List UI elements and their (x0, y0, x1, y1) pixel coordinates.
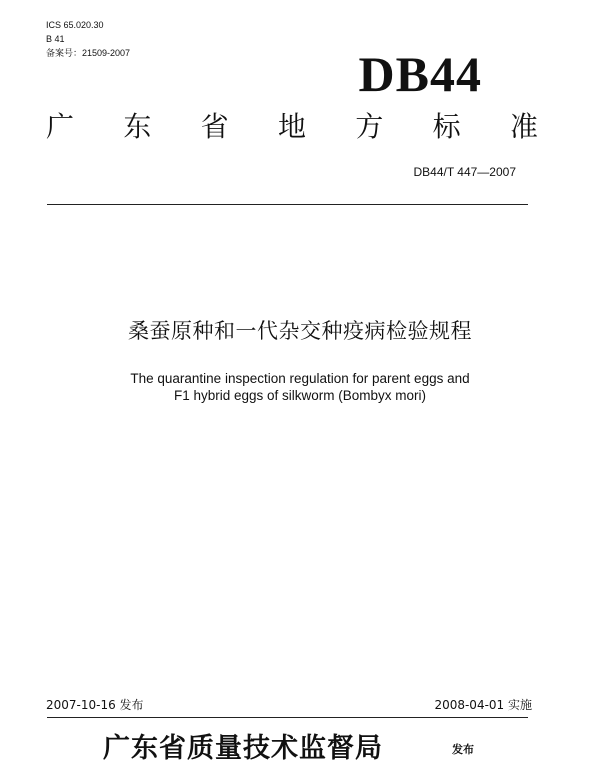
standard-type-char: 广 (46, 110, 75, 143)
standard-type-char: 方 (355, 110, 384, 143)
title-chinese: 桑蚕原种和一代杂交种疫病检验规程 (128, 319, 472, 343)
issuer-action: 发布 (452, 743, 474, 756)
standard-number: DB44/T 447—2007 (413, 165, 516, 179)
title-english-line-1: The quarantine inspection regulation for parent eggs and (130, 371, 470, 386)
top-divider (47, 204, 528, 205)
standard-type-char: 东 (123, 110, 152, 143)
bottom-divider (47, 717, 528, 718)
ics-code: ICS 65.020.30 (46, 20, 104, 30)
implementation-date: 2008-04-01 实施 (434, 698, 532, 712)
issuing-authority: 广东省质量技术监督局 (103, 733, 383, 764)
standard-type-char: 地 (277, 110, 306, 143)
registration-number: 备案号：21509-2007 (46, 48, 131, 58)
title-english-line-2: F1 hybrid eggs of silkworm (Bombyx mori) (173, 388, 427, 403)
standard-type-char: 准 (509, 110, 538, 143)
standard-type-char: 标 (432, 110, 461, 143)
standard-type-char: 省 (200, 110, 229, 143)
issue-date: 2007-10-16 发布 (46, 698, 144, 712)
standard-mark: DB44 (358, 46, 482, 102)
classification-code: B 41 (46, 34, 65, 44)
standard-type-heading (46, 108, 538, 146)
